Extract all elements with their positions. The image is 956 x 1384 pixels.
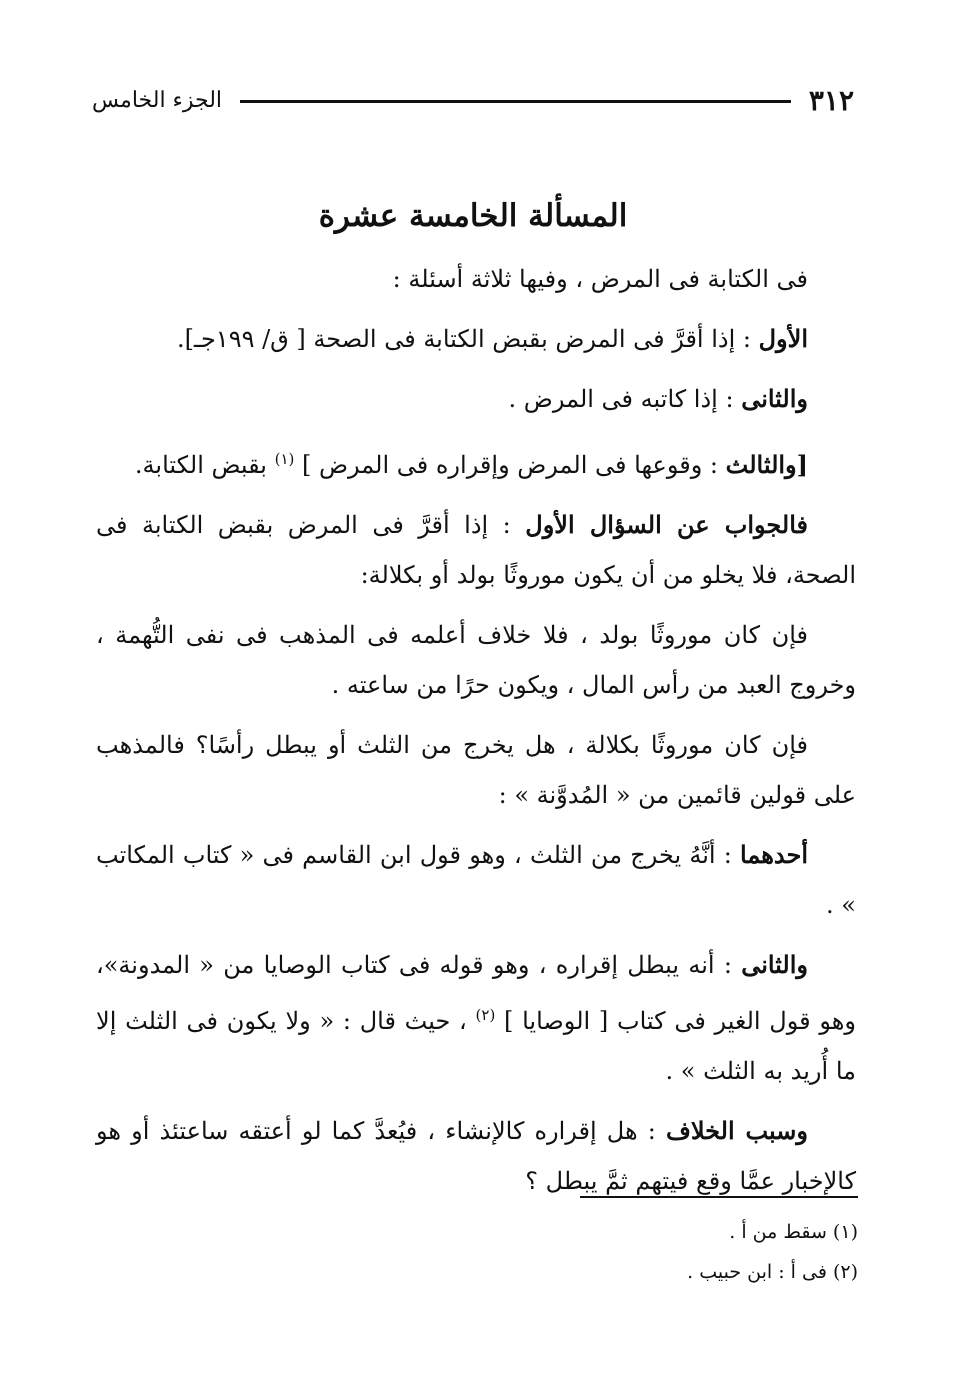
paragraph-text: : إذا أقرَّ فى المرض بقبض الكتابة فى الصحة [ ق/ ١٩٩جـ].	[176, 325, 759, 353]
paragraph-inherited-by-child	[96, 610, 856, 710]
paragraph-text: فى الكتابة فى المرض ، وفيها ثلاثة أسئلة :	[392, 265, 808, 293]
header-rule	[240, 100, 791, 103]
paragraph-text: : إذا أقرَّ فى المرض بقبض الكتابة فى الصحة، فلا يخلو من أن يكون موروثًا بولد أو بكلالة:	[96, 511, 856, 589]
paragraph-lead: والثانى	[741, 950, 808, 979]
paragraph-lead: فالجواب عن السؤال الأول	[525, 510, 809, 539]
paragraph-text: : وقوعها فى المرض وإقراره فى المرض ]	[294, 451, 726, 479]
paragraph-third-question	[96, 434, 856, 490]
footnote-1: (١) سقط من أ .	[729, 1221, 858, 1243]
footnote-2: (٢) فى أ : ابن حبيب .	[687, 1261, 858, 1283]
footnote-ref: (١)	[274, 450, 295, 468]
paragraph-answer-first	[96, 500, 856, 600]
paragraph-text-after: ، حيث قال : « ولا يكون فى الثلث إلا ما أُريد به الثلث » .	[96, 1007, 856, 1085]
paragraph-reason-of-dispute	[96, 1106, 856, 1206]
footnote-ref: (٢)	[475, 1006, 496, 1024]
paragraph-text: : أنَّهُ يخرج من الثلث ، وهو قول ابن القاسم فى « كتاب المكاتب » .	[96, 841, 856, 919]
paragraph-inherited-by-kalala	[96, 720, 856, 820]
paragraph-first-opinion	[96, 830, 856, 930]
body-text	[96, 254, 856, 1216]
paragraph-text: فإن كان موروثًا بولد ، فلا خلاف أعلمه فى المذهب فى نفى التُّهمة ، وخروج العبد من رأس المال ، ويكون حرًا من ساعته .	[96, 621, 856, 699]
paragraph-text: : إذا كاتبه فى المرض .	[508, 385, 742, 413]
paragraph-text: فإن كان موروثًا بكلالة ، هل يخرج من الثلث أو يبطل رأسًا؟ فالمذهب على قولين قائمين من « المُدوَّنة » :	[96, 731, 856, 809]
running-header	[92, 80, 854, 120]
page-number: ٣١٢	[808, 83, 854, 117]
paragraph-intro	[96, 254, 856, 304]
footnote-separator	[580, 1196, 858, 1198]
paragraph-text: : أنه يبطل إقراره ، وهو قوله فى كتاب الوصايا من « المدونة»، وهو قول الغير فى كتاب [ الوصايا ]	[96, 951, 856, 1035]
part-title: الجزء الخامس	[92, 87, 223, 113]
footnotes	[96, 1212, 858, 1292]
paragraph-lead: والثانى	[741, 384, 808, 413]
paragraph-text: : هل إقراره كالإنشاء ، فيُعدَّ كما لو أعتقه ساعتئذ أو هو كالإخبار عمَّا وقع فيتهم ثمَّ يبطل ؟	[96, 1117, 856, 1195]
paragraph-lead: الأول	[758, 324, 808, 353]
paragraph-first-question	[96, 314, 856, 364]
paragraph-lead: أحدهما	[740, 840, 808, 869]
chapter-title: المسألة الخامسة عشرة	[318, 198, 628, 234]
paragraph-text-after: بقبض الكتابة.	[134, 451, 275, 479]
paragraph-lead: وسبب الخلاف	[665, 1116, 808, 1145]
paragraph-second-question	[96, 374, 856, 424]
paragraph-second-opinion	[96, 940, 856, 1096]
paragraph-lead: [والثالث	[725, 450, 808, 479]
